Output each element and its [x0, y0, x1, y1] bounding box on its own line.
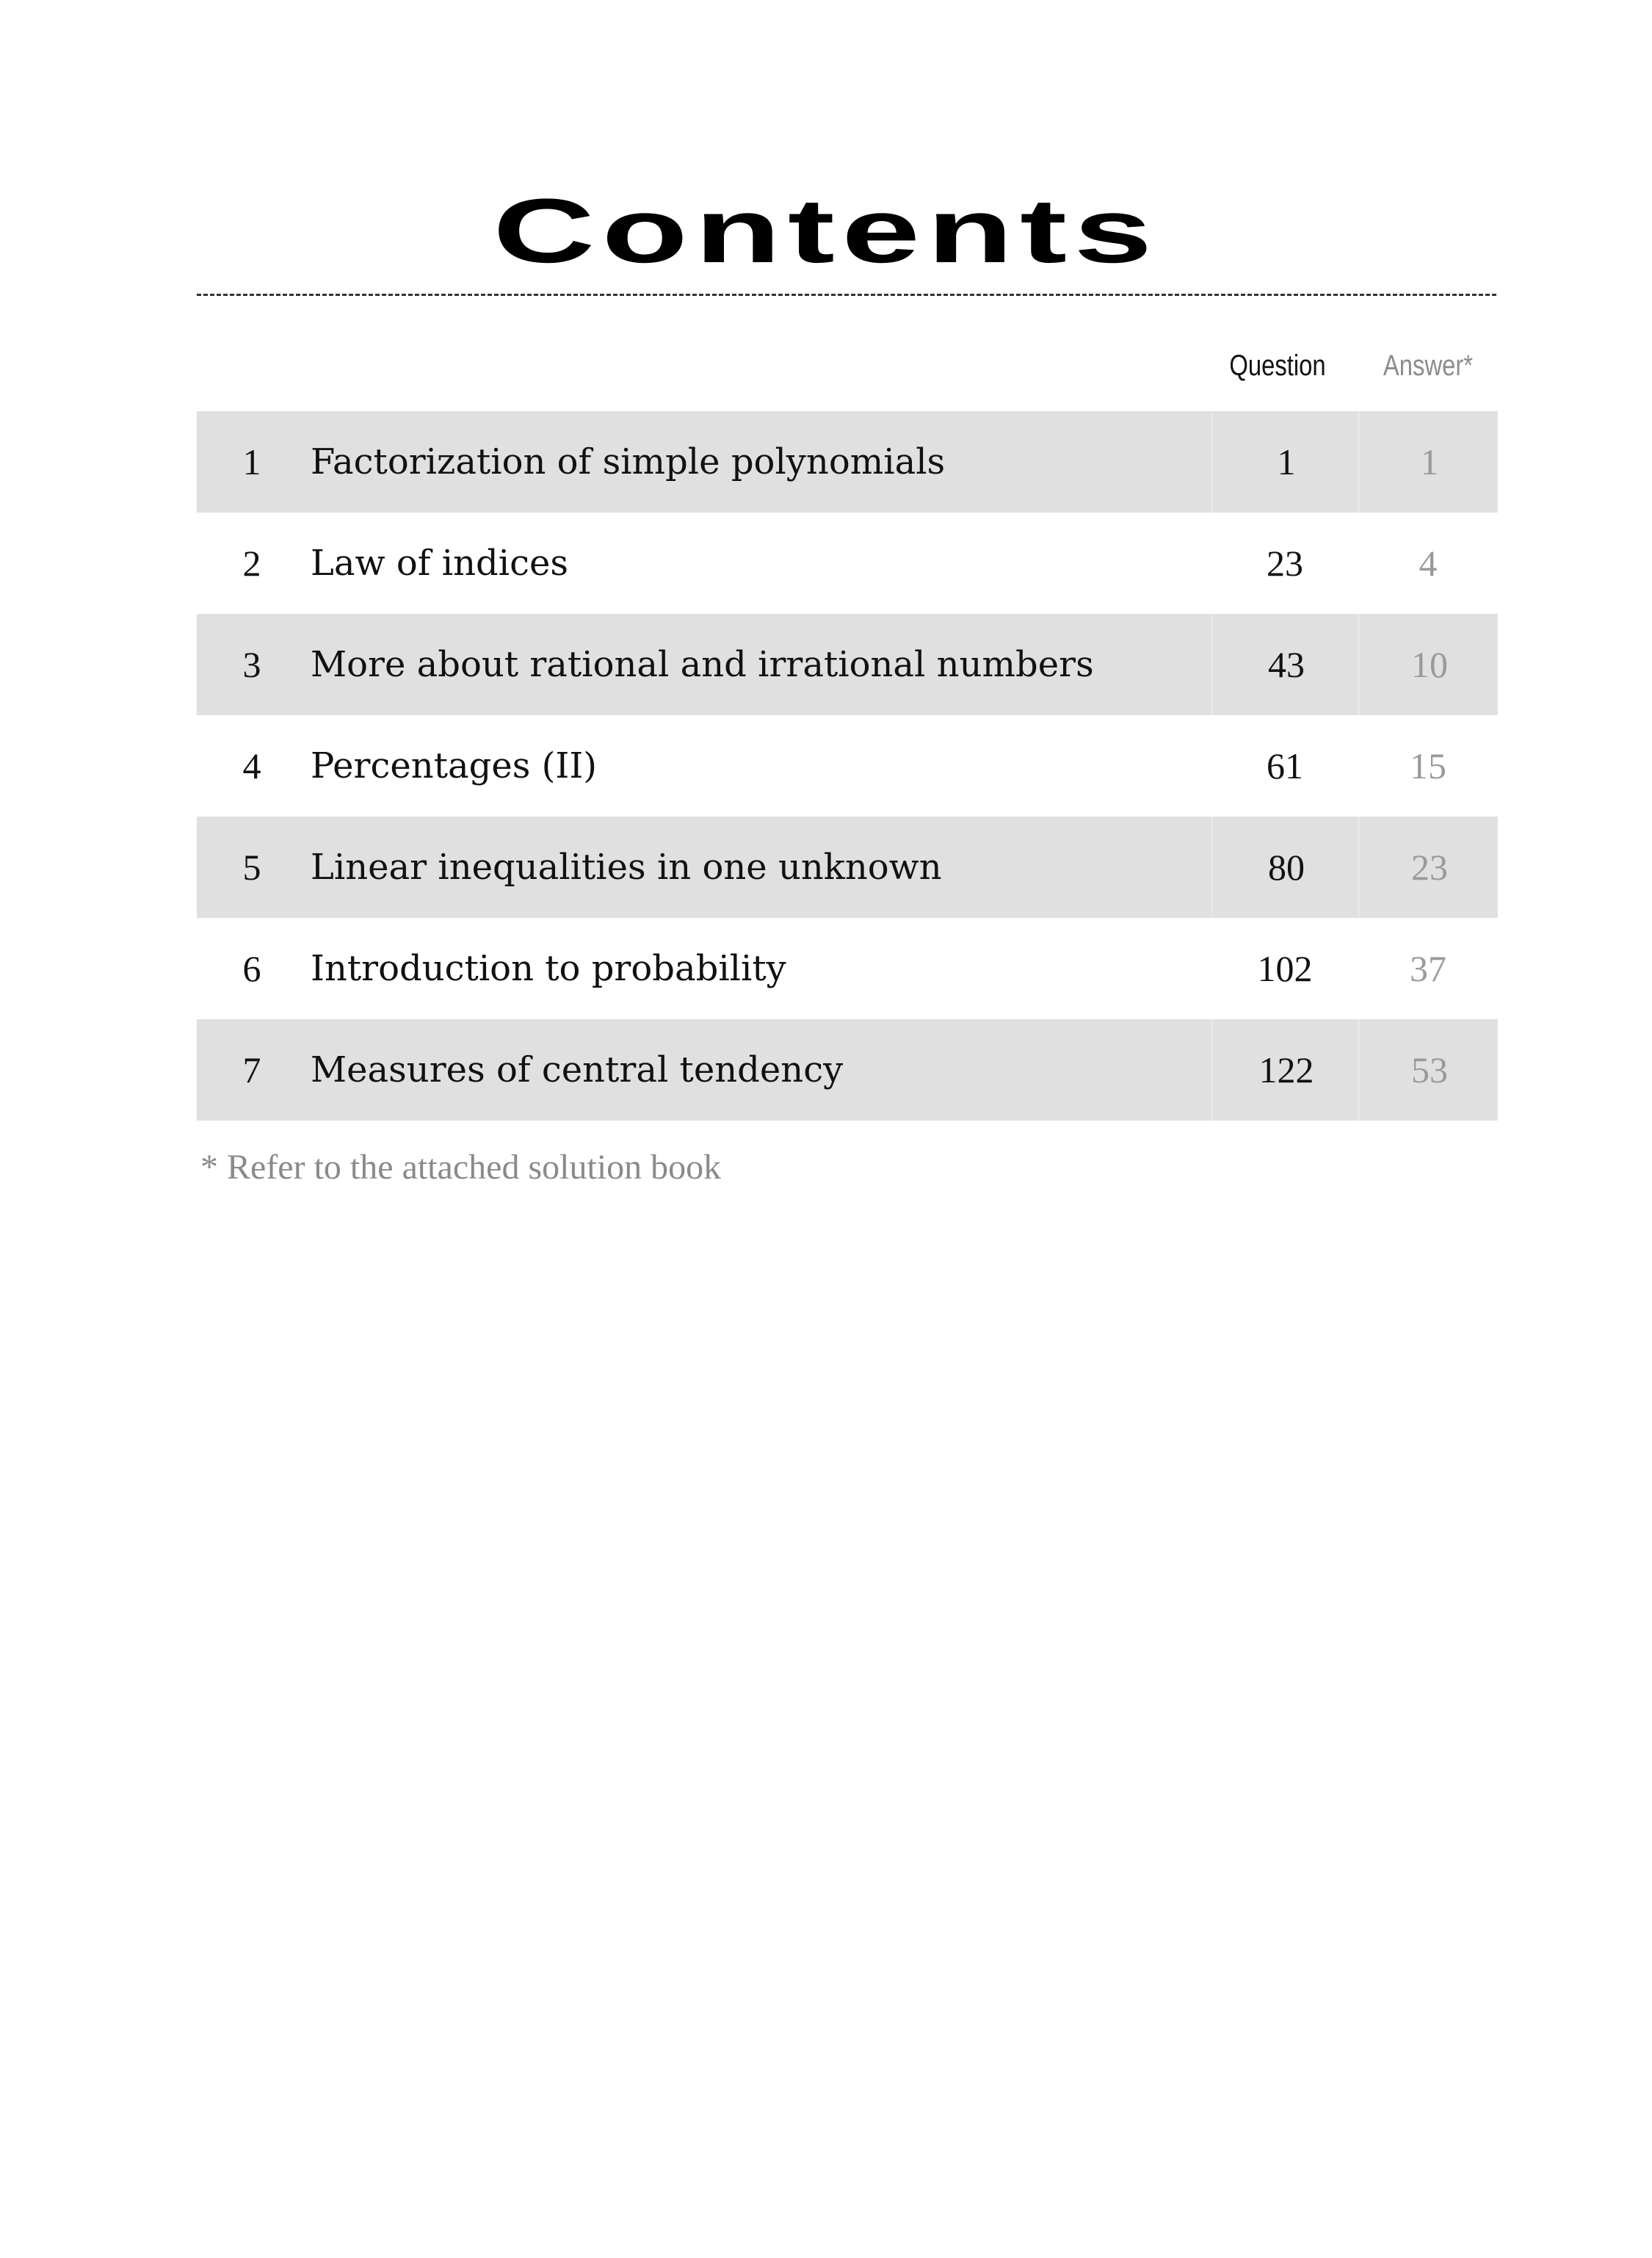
title-divider: [197, 294, 1496, 296]
chapter-number: 5: [242, 847, 261, 888]
chapter-number: 2: [242, 543, 261, 584]
question-page-number: 23: [1267, 543, 1303, 584]
answer-page-number: 53: [1358, 1019, 1499, 1121]
table-row[interactable]: [197, 614, 1498, 715]
chapter-title: More about rational and irrational numbers: [311, 644, 1094, 685]
chapter-number: 7: [242, 1049, 261, 1090]
chapter-number: 3: [242, 644, 261, 685]
table-row[interactable]: [197, 1019, 1498, 1121]
question-page-number: 102: [1257, 948, 1313, 989]
page-title: Contents: [493, 181, 1159, 282]
question-column-header: Question: [1229, 350, 1326, 382]
chapter-number: 4: [242, 745, 261, 786]
answer-column-header: Answer*: [1383, 350, 1474, 382]
chapter-title: Measures of central tendency: [311, 1049, 844, 1090]
table-row[interactable]: [197, 513, 1498, 614]
question-page-number: 80: [1211, 817, 1360, 918]
question-page-number: 1: [1211, 411, 1360, 513]
chapter-title: Introduction to probability: [311, 948, 786, 989]
question-page-number: 122: [1211, 1019, 1360, 1121]
answer-page-number: 4: [1419, 543, 1438, 584]
question-page-number: 61: [1267, 745, 1303, 786]
footnote: * Refer to the attached solution book: [200, 1148, 722, 1187]
table-row[interactable]: [197, 715, 1498, 817]
chapter-title: Law of indices: [311, 543, 569, 584]
answer-page-number: 1: [1358, 411, 1499, 513]
question-page-number: 43: [1211, 614, 1360, 715]
table-row[interactable]: [197, 817, 1498, 918]
chapter-title: Factorization of simple polynomials: [311, 441, 946, 482]
table-row[interactable]: [197, 918, 1498, 1019]
chapter-number: 1: [242, 441, 261, 482]
answer-page-number: 15: [1410, 745, 1446, 786]
contents-table: [197, 411, 1498, 1121]
chapter-title: Percentages (II): [311, 745, 597, 786]
table-row[interactable]: [197, 411, 1498, 513]
answer-page-number: 10: [1358, 614, 1499, 715]
chapter-number: 6: [242, 948, 261, 989]
answer-page-number: 23: [1358, 817, 1499, 918]
chapter-title: Linear inequalities in one unknown: [311, 847, 942, 888]
answer-page-number: 37: [1410, 948, 1446, 989]
